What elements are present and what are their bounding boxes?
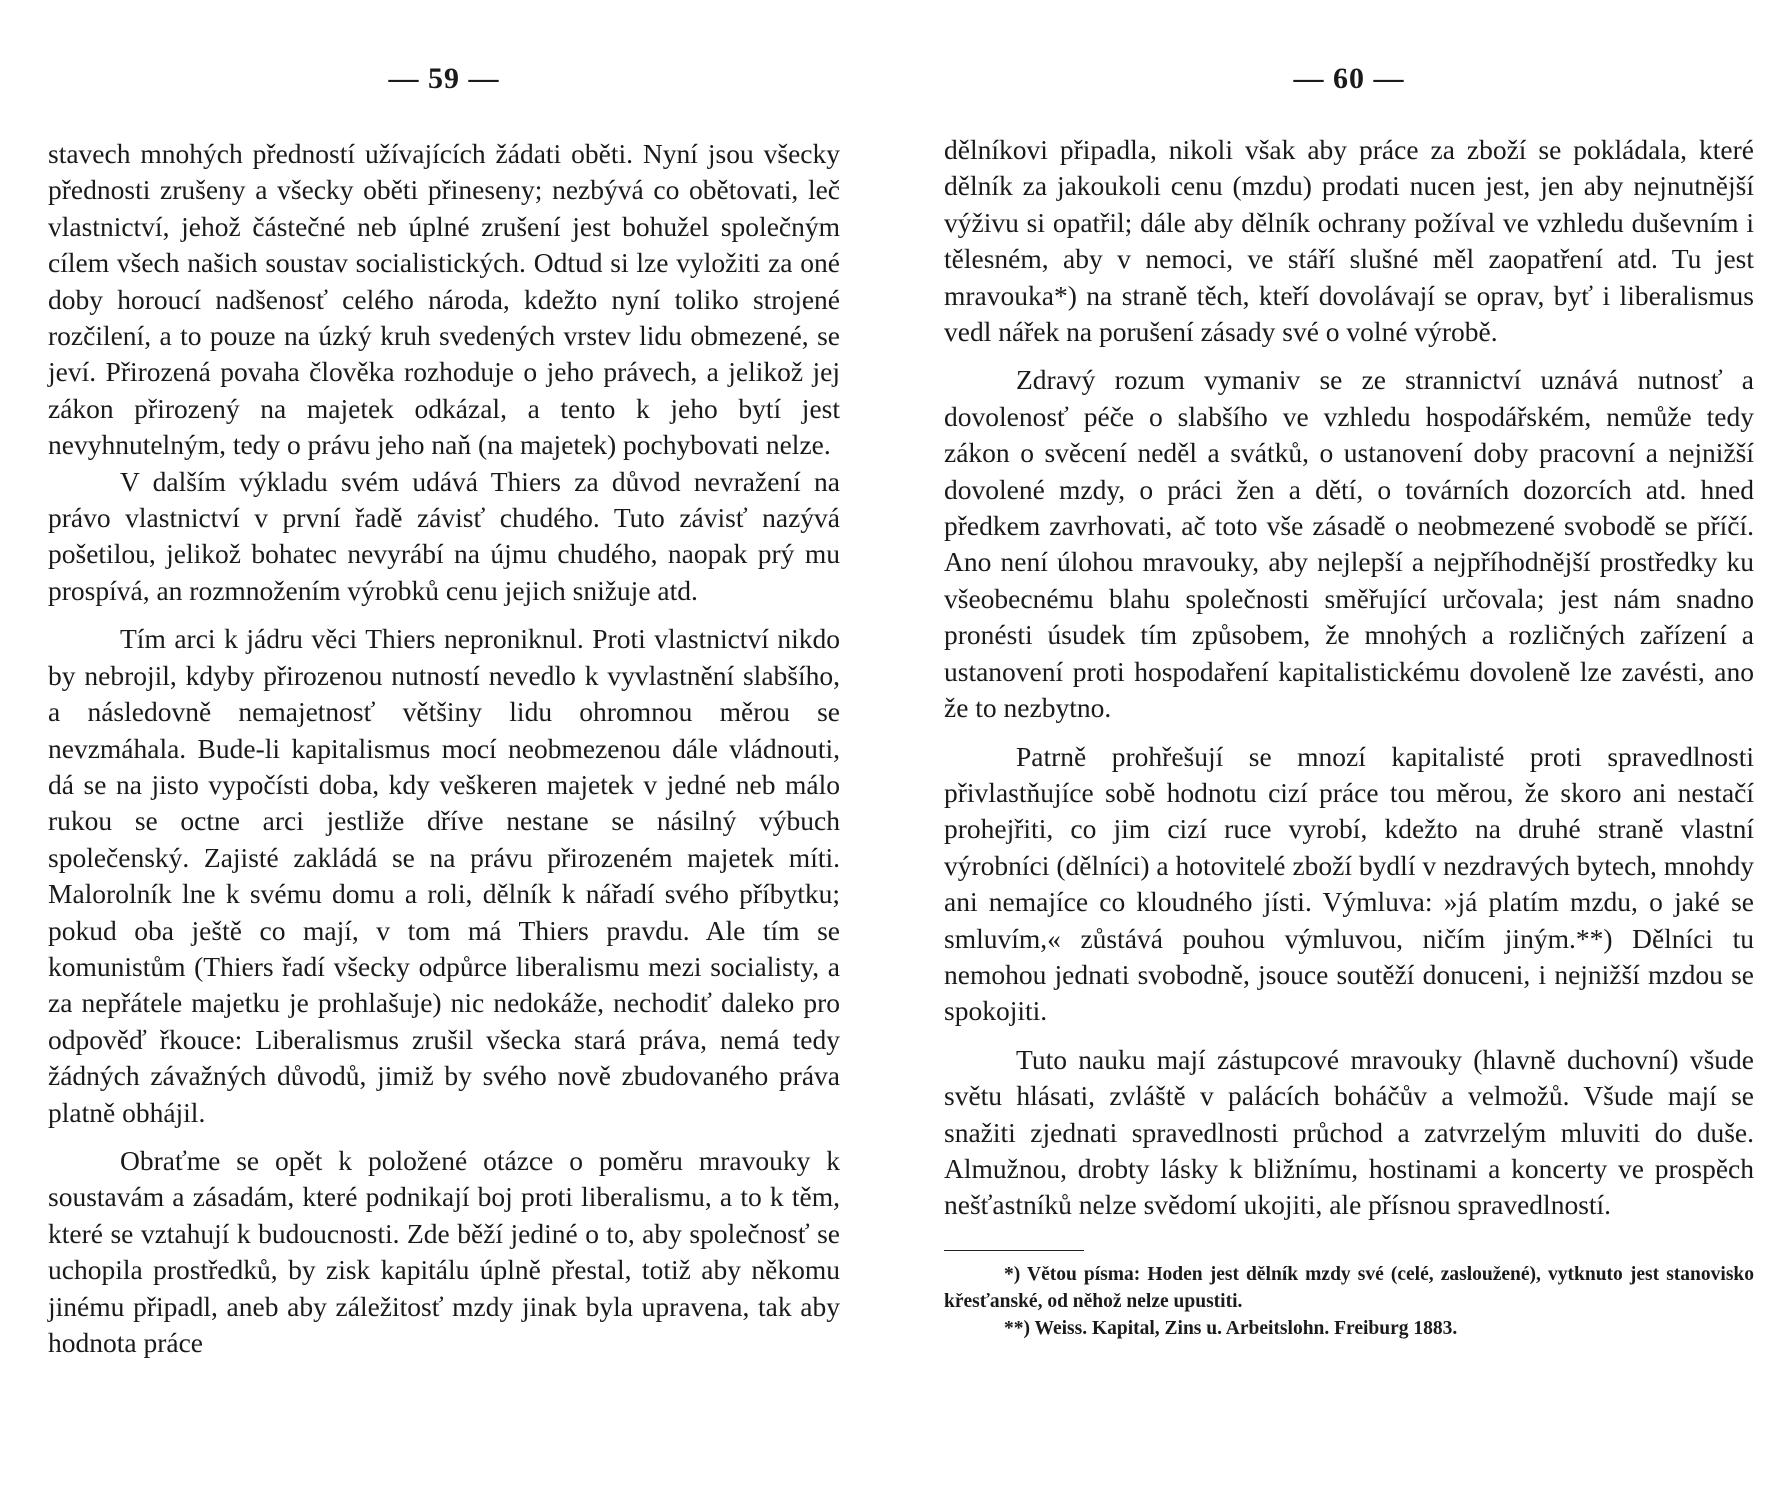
paragraph: Tuto nauku mají zástupcové mravouky (hlavně duchovní) všude světu hlásati, zvláště v palácích boháčův a velmožů. Všude mají se snažiti zjednati spravedlnosti průchod a zatvrzelým mluviti do duše. Almužnou, drobty lásky k bližnímu, hostinami a koncerty ve prospěch nešťastníků nelze svědomí ukojiti, ale přísnou spravedlností.	[944, 1043, 1754, 1221]
paragraph: Tím arci k jádru věci Thiers neproniknul. Proti vlastnictví nikdo by nebrojil, kdyby přirozenou nutností nevedlo k vyvlastnění slabšího, a následovně nemajetnosť většiny lidu ohromnou měrou se nevzmáhala. Bude-li kapitalismus mocí neobmezenou dále vládnouti, dá se na jisto vypočísti doba, kdy veškeren majetek v jedné neb málo rukou se octne arci jestliže dříve nestane se násilný výbuch společenský. Zajisté zakládá se na právu přirozeném majetek míti. Malorolník lne k svému domu a roli, dělník k nářadí svého příbytku; pokud oba ještě co mají, v tom má Thiers pravdu. Ale tím se komunistům (Thiers řadí všecky odpůrce liberalismu mezi socialisty, a za nepřátele majetku je prohlašuje) nic nedokáže, nechodiť daleko pro odpověď řkouce: Liberalismus zrušil všecka stará práva, nemá tedy žádných závažných důvodů, jimiž by svého nově zbudovaného práva platně obhájil.	[48, 623, 840, 1128]
paragraph: dělníkovi připadla, nikoli však aby práce za zboží se pokládala, které dělník za jakoukoli cenu (mzdu) prodati nucen jest, jen aby nejnutnější výživu si opatřil; dále aby dělník ochrany požíval ve vzhledu duševním i tělesném, aby v nemoci, ve stáří slušné měl zaopatření atd. Tu jest mravouka*) na straně těch, kteří dovolávají se oprav, byť i liberalismus vedl nářek na porušení zásady své o volné výrobě.	[944, 134, 1754, 348]
paragraph: stavech mnohých předností užívajících žádati oběti. Nyní jsou všecky přednosti zrušeny a všecky oběti přineseny; nezbývá co obětovati, leč vlastnictví, jehož částečné neb úplné zrušení jest bohužel společným cílem všech našich soustav socialistických. Odtud si lze vyložiti za oné doby horoucí nadšenosť celého národa, kdežto nyní toliko strojené rozčilení, a to pouze na úzký kruh svedených vrstev lidu obmezené, se jeví. Přirozená povaha člověka rozhoduje o jeho právech, a jelikož jej zákon přirozený na majetek odkázal, a tento k jeho bytí jest nevyhnutelným, tedy o právu jeho naň (na majetek) pochybovati nelze.	[48, 138, 840, 461]
paragraph: Obraťme se opět k položené otázce o poměru mravouky k soustavám a zásadám, které podnikají boj proti liberalismu, a to k těm, které se vztahují k budoucnosti. Zde běží jediné o to, aby společnosť se uchopila prostředků, by zisk kapitálu úplně přestal, totiž aby někomu jinému připadl, aneb aby záležitosť mzdy jinak byla upravena, tak aby hodnota práce	[48, 1144, 840, 1358]
page-number: — 60 —	[1293, 62, 1405, 95]
paragraph: Zdravý rozum vymaniv se ze strannictví uznává nutnosť a dovolenosť péče o slabšího ve vzhledu hospodářském, nemůže tedy zákon o svěcení neděl a svátků, o ustanovení doby pracovní a nejnižší dovolené mzdy, o práci žen a dětí, o továrních dozorcích atd. hned předkem zavrhovati, ač toto vše zásadě o neobmezené svobodě se příčí. Ano není úlohou mravouky, aby nejlepší a nejpříhodnější prostředky ku všeobecnému blahu společnosti směřující určovala; jest nám snadno pronésti úsudek tím způsobem, že mnohých a rozličných zařízení a ustanovení proti hospodaření kapitalistickému dovoleně lze zavésti, ano že to nezbytno.	[944, 364, 1754, 724]
left-page	[0, 0, 880, 1500]
page-body	[48, 136, 840, 1361]
footnote: *) Větou písma: Hoden jest dělník mzdy své (celé, zasloužené), vytknuto jest stanovisko křesťanské, od něhož nelze upustiti.	[944, 1263, 1754, 1312]
footnote: **) Weiss. Kapital, Zins u. Arbeitslohn. Freiburg 1883.	[1004, 1317, 1458, 1339]
footnotes	[944, 1261, 1754, 1342]
footnote-divider	[944, 1250, 1084, 1251]
page-number: — 59 —	[388, 62, 500, 95]
paragraph: Patrně prohřešují se mnozí kapitalisté proti spravedlnosti přivlastňujíce sobě hodnotu cizí práce tou měrou, že skoro ani nestačí prohejřiti, co jim cizí ruce vyrobí, kdežto na druhé straně vlastní výrobníci (dělníci) a hotovitelé zboží bydlí v nezdravých bytech, mnohdy ani nemajíce co kloudného jísti. Výmluva: »já platím mzdu, o jaké se smluvím,« zůstává pouhou výmluvou, ničím jiným.**) Dělníci tu nemohou jednati svobodně, jsouce soutěží donuceni, i nejnižší mzdou se spokojiti.	[944, 740, 1754, 1027]
page-body	[944, 132, 1754, 1224]
paragraph: V dalším výkladu svém udává Thiers za důvod nevražení na právo vlastnictví v první řadě závisť chudého. Tuto závisť nazývá pošetilou, jelikož bohatec nevyrábí na újmu chudého, naopak prý mu prospívá, an rozmnožením výrobků cenu jejich snižuje atd.	[48, 465, 840, 606]
right-page	[880, 0, 1772, 1500]
